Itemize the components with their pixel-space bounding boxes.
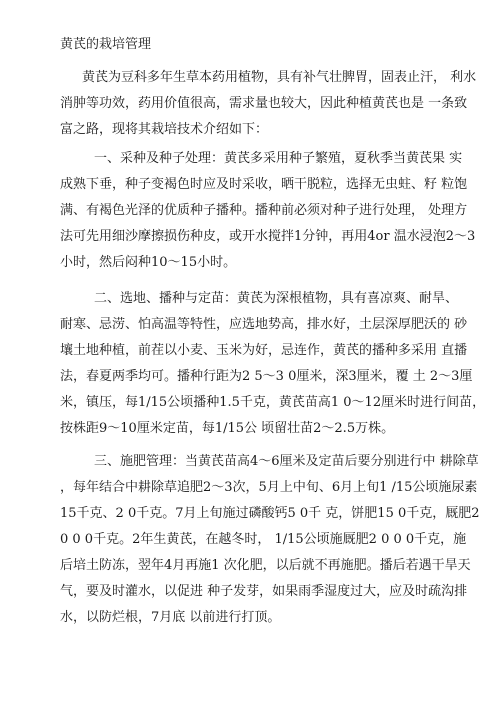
paragraph-3-line-6: 按株距9～10厘米定苗，每1/15公 顷留壮苗2～2.5万株。 xyxy=(60,421,395,436)
paragraph-4-line-2: ，每年结合中耕除草追肥2～3次，5月上中旬、6月上旬1 /15公顷施尿素 xyxy=(60,480,478,495)
paragraph-1-line-3: 富之路，现将其栽培技术介绍如下： xyxy=(60,122,269,137)
paragraph-4-line-4: 0 0 0千克。2年生黄芪，在越冬时， 1/15公顷施厩肥2 0 0 0千克，施 xyxy=(60,532,467,547)
paragraph-2-line-1: 一、采种及种子处理：黄芪多采用种子繁殖，夏秋季当黄芪果 实 xyxy=(94,151,463,166)
paragraph-2-line-5: 小时，然后闷种10～15小时。 xyxy=(60,255,237,270)
paragraph-4-line-1: 三、施肥管理：当黄芪苗高4～6厘米及定苗后要分别进行中 耕除草 xyxy=(94,454,479,469)
paragraph-3-line-4: 法，春夏两季均可。播种行距为2 5～3 0厘米，深3厘米，覆 土 2～3厘 xyxy=(60,369,473,384)
paragraph-2-line-4: 法可先用细沙摩擦损伤种皮，或开水搅拌1分钟，再用4or 温水浸泡2～3 xyxy=(60,229,476,244)
paragraph-2-line-3: 满、有褐色光泽的优质种子播种。播种前必须对种子进行处理， 处理方 xyxy=(60,203,468,218)
paragraph-3-line-5: 米，镇压，每1/15公顷播种1.5千克，黄芪苗高1 0～12厘米时进行间苗， xyxy=(60,395,486,410)
paragraph-4-line-6: 气，要及时灌水，以促进 种子发芽，如果雨季湿度过大，应及时疏沟排 xyxy=(60,584,468,599)
paragraph-3-line-2: 耐寒、忌涝、怕高温等特性，应选地势高，排水好，土层深厚肥沃的 砂 xyxy=(60,317,468,332)
paragraph-4-line-5: 后培土防冻，翌年4月再施1 次化肥，以后就不再施肥。播后若遇干旱天 xyxy=(60,558,471,573)
paragraph-3-line-3: 壤土地种植，前茬以小麦、玉米为好，忌连作，黄芪的播种多采用 直播 xyxy=(60,343,468,358)
paragraph-1-line-1: 黄芪为豆科多年生草本药用植物，具有补气壮脾胃，固表止汗， 利水 xyxy=(82,70,477,85)
document-title: 黄芪的栽培管理 xyxy=(60,37,152,52)
paragraph-1-line-2: 消肿等功效，药用价值很高，需求量也较大，因此种植黄芪也是 一条致 xyxy=(60,96,468,111)
paragraph-2-line-2: 成熟下垂，种子变褐色时应及时采收，晒干脱粒，选择无虫蛀、籽 粒饱 xyxy=(60,177,468,192)
paragraph-4-line-7: 水，以防烂根，7月底 以前进行打顶。 xyxy=(60,610,281,625)
paragraph-3-line-1: 二、选地、播种与定苗：黄芪为深根植物，具有喜凉爽、耐旱、 xyxy=(94,291,459,306)
paragraph-4-line-3: 15千克、2 0千克。7月上旬施过磷酸钙5 0千 克，饼肥15 0千克，厩肥2 xyxy=(60,506,480,521)
